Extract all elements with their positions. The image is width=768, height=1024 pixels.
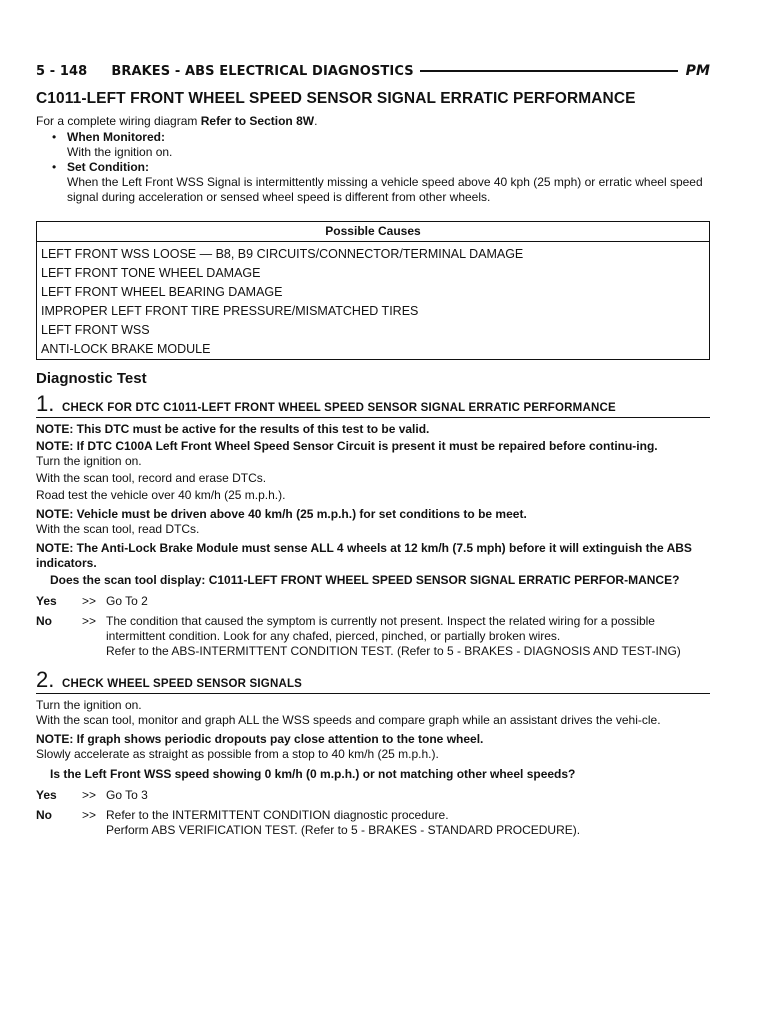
header-rule [420,70,678,72]
set-condition-item: • Set Condition: When the Left Front WSS Signal is intermittently missing a vehicle speed above 40 kph (25 mph) or erratic wheel speed signal during acceleration or sensed wheel speed is different from other wheels. [52,160,703,204]
answer-text: Go To 3 [106,788,148,802]
step-2-header [36,669,710,694]
wiring-reference: For a complete wiring diagram Refer to Section 8W. [36,114,318,128]
answer-text: Go To 2 [106,594,148,608]
bullet-icon: • [52,130,57,144]
answer-label: Yes [36,788,57,802]
cause-row: IMPROPER LEFT FRONT TIRE PRESSURE/MISMATCHED TIRES [41,304,419,318]
instruction: Slowly accelerate as straight as possible from a stop to 40 km/h (25 m.p.h.). [36,747,439,761]
answer-yes [36,594,710,609]
instruction: With the scan tool, read DTCs. [36,522,200,536]
answer-no [36,614,710,659]
note: NOTE: If graph shows periodic dropouts pay close attention to the tone wheel. [36,732,484,746]
answer-reference: Refer to the ABS-INTERMITTENT CONDITION TEST. (Refer to 5 - BRAKES - DIAGNOSIS AND TEST-ING) [106,644,681,658]
instruction: Turn the ignition on. [36,698,142,712]
condition-list [36,130,710,205]
cause-row: LEFT FRONT WSS [41,323,150,337]
instruction: Road test the vehicle over 40 km/h (25 m.p.h.). [36,488,286,502]
possible-causes-table [36,221,710,360]
page-number: 5 - 148 [36,63,88,79]
note: NOTE: This DTC must be active for the results of this test to be valid. [36,422,430,436]
manual-page [36,60,710,838]
brand-code: PM [685,63,710,79]
step-title: CHECK WHEEL SPEED SENSOR SIGNALS [62,678,303,690]
test-question: Is the Left Front WSS speed showing 0 km/h (0 m.p.h.) or not matching other wheel speeds? [50,767,576,781]
instruction: With the scan tool, record and erase DTCs. [36,471,267,485]
when-monitored-item: • When Monitored: With the ignition on. [52,130,173,159]
arrow-icon: >> [82,614,97,628]
arrow-icon: >> [82,808,97,822]
instruction: Turn the ignition on. [36,454,142,468]
answer-label: No [36,808,52,822]
answer-no [36,808,710,838]
section-title: BRAKES - ABS ELECTRICAL DIAGNOSTICS [111,63,414,79]
answer-text: The condition that caused the symptom is currently not present. Inspect the related wiring for a possible intermittent condition. Look for any chafed, pierced, pinched, or partially broken wires. [106,614,655,643]
test-question: Does the scan tool display: C1011-LEFT FRONT WHEEL SPEED SENSOR SIGNAL ERRATIC PERFOR-MANCE? [50,573,680,587]
note: NOTE: Vehicle must be driven above 40 km/h (25 m.p.h.) for set conditions to be meet. [36,507,527,521]
answer-yes [36,788,710,803]
cause-row: LEFT FRONT WHEEL BEARING DAMAGE [41,285,283,299]
step-title: CHECK FOR DTC C1011-LEFT FRONT WHEEL SPEED SENSOR SIGNAL ERRATIC PERFORMANCE [62,402,616,414]
answer-label: No [36,614,52,628]
answer-reference: Perform ABS VERIFICATION TEST. (Refer to 5 - BRAKES - STANDARD PROCEDURE). [106,823,581,837]
page-header [36,60,710,82]
wiring-reference-link: Refer to Section 8W [200,114,315,128]
note: NOTE: If DTC C100A Left Front Wheel Speed Sensor Circuit is present it must be repaired before continu-ing. [36,439,658,453]
arrow-icon: >> [82,788,97,802]
step-1-header [36,393,710,418]
instruction: With the scan tool, monitor and graph ALL the WSS speeds and compare graph while an assistant drives the vehi-cle. [36,713,661,727]
note: NOTE: The Anti-Lock Brake Module must sense ALL 4 wheels at 12 km/h (7.5 mph) before it will extinguish the ABS indicators. [36,541,692,570]
answer-label: Yes [36,594,57,608]
arrow-icon: >> [82,594,97,608]
cause-row: ANTI-LOCK BRAKE MODULE [41,342,211,356]
step-number: 1. [36,391,55,416]
diagnostic-test-heading: Diagnostic Test [36,370,147,387]
possible-causes-header: Possible Causes [37,222,709,242]
bullet-icon: • [52,160,57,174]
step-number: 2. [36,667,55,692]
dtc-title: C1011-LEFT FRONT WHEEL SPEED SENSOR SIGNAL ERRATIC PERFORMANCE [36,90,636,107]
cause-row: LEFT FRONT TONE WHEEL DAMAGE [41,266,261,280]
cause-row: LEFT FRONT WSS LOOSE — B8, B9 CIRCUITS/CONNECTOR/TERMINAL DAMAGE [41,247,524,261]
answer-text: Refer to the INTERMITTENT CONDITION diagnostic procedure. [106,808,449,822]
